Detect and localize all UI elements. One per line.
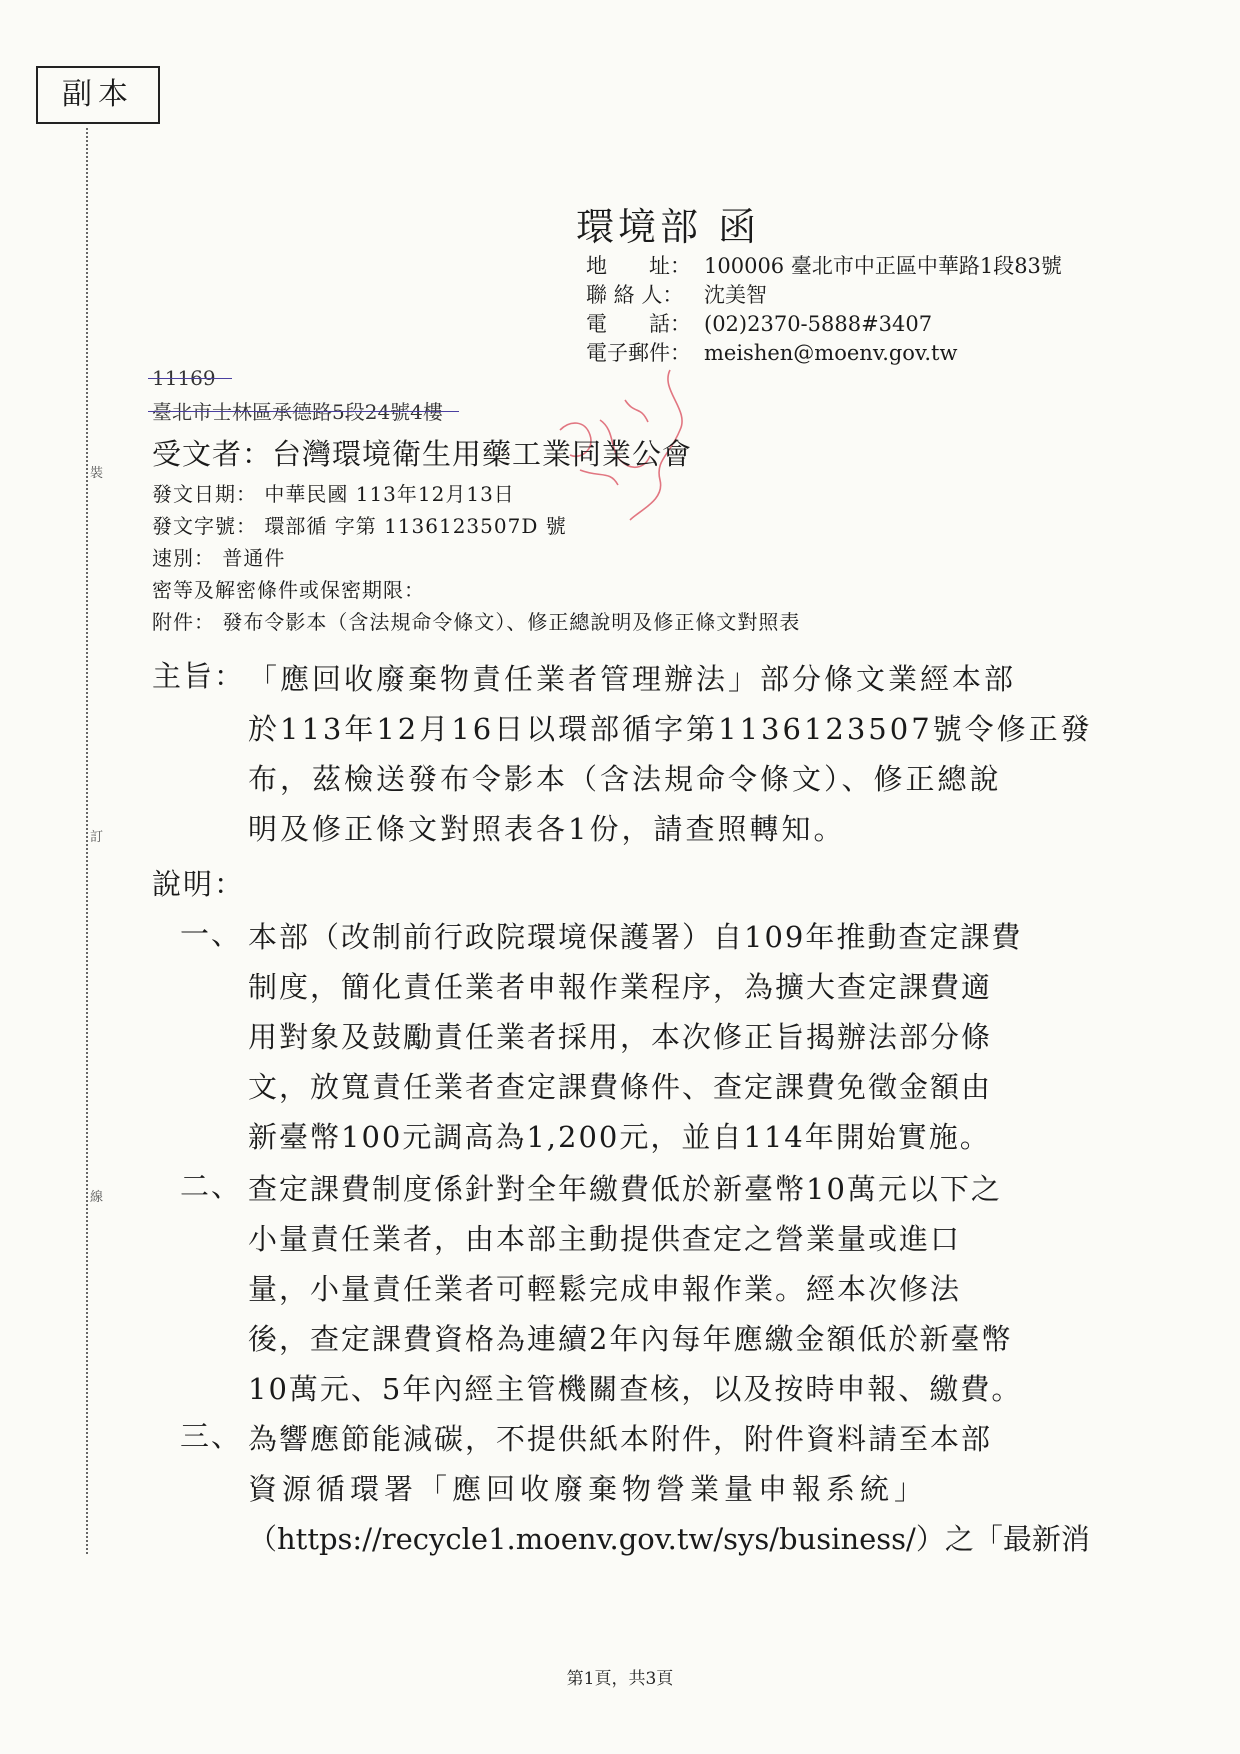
security-level: 密等及解密條件或保密期限： xyxy=(152,578,425,602)
explanation-label: 說明： xyxy=(152,867,246,901)
explanation-item-1 xyxy=(180,912,1080,1162)
item-line-url: （https://recycle1.moenv.gov.tw/sys/business/）之「最新消 xyxy=(248,1522,1090,1556)
item-line: 制度，簡化責任業者申報作業程序，為擴大查定課費適 xyxy=(248,970,993,1004)
subject-line: 布，茲檢送發布令影本（含法規命令條文）、修正總說 xyxy=(248,762,1002,796)
page-footer: 第1頁，共3頁 xyxy=(566,1669,674,1689)
item-number: 二、 xyxy=(180,1169,243,1203)
binding-line xyxy=(86,128,88,1554)
attachments: 附件： 發布令影本（含法規命令條文）、修正總說明及修正條文對照表 xyxy=(152,610,801,634)
item-number: 三、 xyxy=(180,1419,243,1453)
reference-number: 發文字號： 環部循 字第 1136123507D 號 xyxy=(152,514,567,538)
contact-email: 電子郵件： meishen@moenv.gov.tw xyxy=(586,341,958,365)
issue-date: 發文日期： 中華民國 113年12月13日 xyxy=(152,482,515,506)
binding-mark-2: 訂 xyxy=(90,830,104,845)
binding-mark-3: 線 xyxy=(90,1190,104,1205)
recipient-name: 台灣環境衛生用藥工業同業公會 xyxy=(272,437,693,471)
subject-line: 明及修正條文對照表各1份，請查照轉知。 xyxy=(248,812,846,846)
contact-phone: 電 話： (02)2370-5888#3407 xyxy=(586,312,933,336)
postal-address: 臺北市士林區承德路5段24號4樓 xyxy=(152,396,443,425)
contact-person: 聯 絡 人： 沈美智 xyxy=(586,283,767,307)
item-line: 小量責任業者，由本部主動提供查定之營業量或進口 xyxy=(248,1222,962,1256)
contact-block xyxy=(586,252,1062,368)
contact-address: 地 址： 100006 臺北市中正區中華路1段83號 xyxy=(586,254,1062,278)
subject-line: 於113年12月16日以環部循字第1136123507號令修正發 xyxy=(248,712,1093,746)
item-line: 為響應節能減碳，不提供紙本附件，附件資料請至本部 xyxy=(248,1422,993,1456)
explanation-item-3 xyxy=(180,1414,1090,1564)
binding-mark-1: 裝 xyxy=(90,466,104,481)
item-line: 用對象及鼓勵責任業者採用，本次修正旨揭辦法部分條 xyxy=(248,1020,993,1054)
subject-paragraph xyxy=(152,654,1093,854)
item-line: 後，查定課費資格為連續2年內每年應繳金額低於新臺幣 xyxy=(248,1322,1013,1356)
delivery-speed: 速別： 普通件 xyxy=(152,546,286,570)
subject-line: 「應回收廢棄物責任業者管理辦法」部分條文業經本部 xyxy=(248,662,1017,696)
item-line: 10萬元、5年內經主管機關查核，以及按時申報、繳費。 xyxy=(248,1372,1023,1406)
item-line: 本部（改制前行政院環境保護署）自109年推動查定課費 xyxy=(248,920,1023,954)
item-line: 新臺幣100元調高為1,200元，並自114年開始實施。 xyxy=(248,1120,991,1154)
subject-label: 主旨： xyxy=(152,659,246,693)
explanation-item-2 xyxy=(180,1164,1080,1414)
recipient xyxy=(152,432,692,473)
item-line: 資源循環署「應回收廢棄物營業量申報系統」 xyxy=(248,1472,929,1506)
recipient-label: 受文者： xyxy=(152,437,273,471)
postal-code: 11169 xyxy=(152,366,216,390)
document-title: 環境部 函 xyxy=(576,205,761,249)
item-line: 查定課費制度係針對全年繳費低於新臺幣10萬元以下之 xyxy=(248,1172,1002,1206)
item-line: 文，放寬責任業者查定課費條件、查定課費免徵金額由 xyxy=(248,1070,993,1104)
item-line: 量，小量責任業者可輕鬆完成申報作業。經本次修法 xyxy=(248,1272,962,1306)
item-number: 一、 xyxy=(180,917,243,951)
copy-label: 副本 xyxy=(36,66,160,124)
